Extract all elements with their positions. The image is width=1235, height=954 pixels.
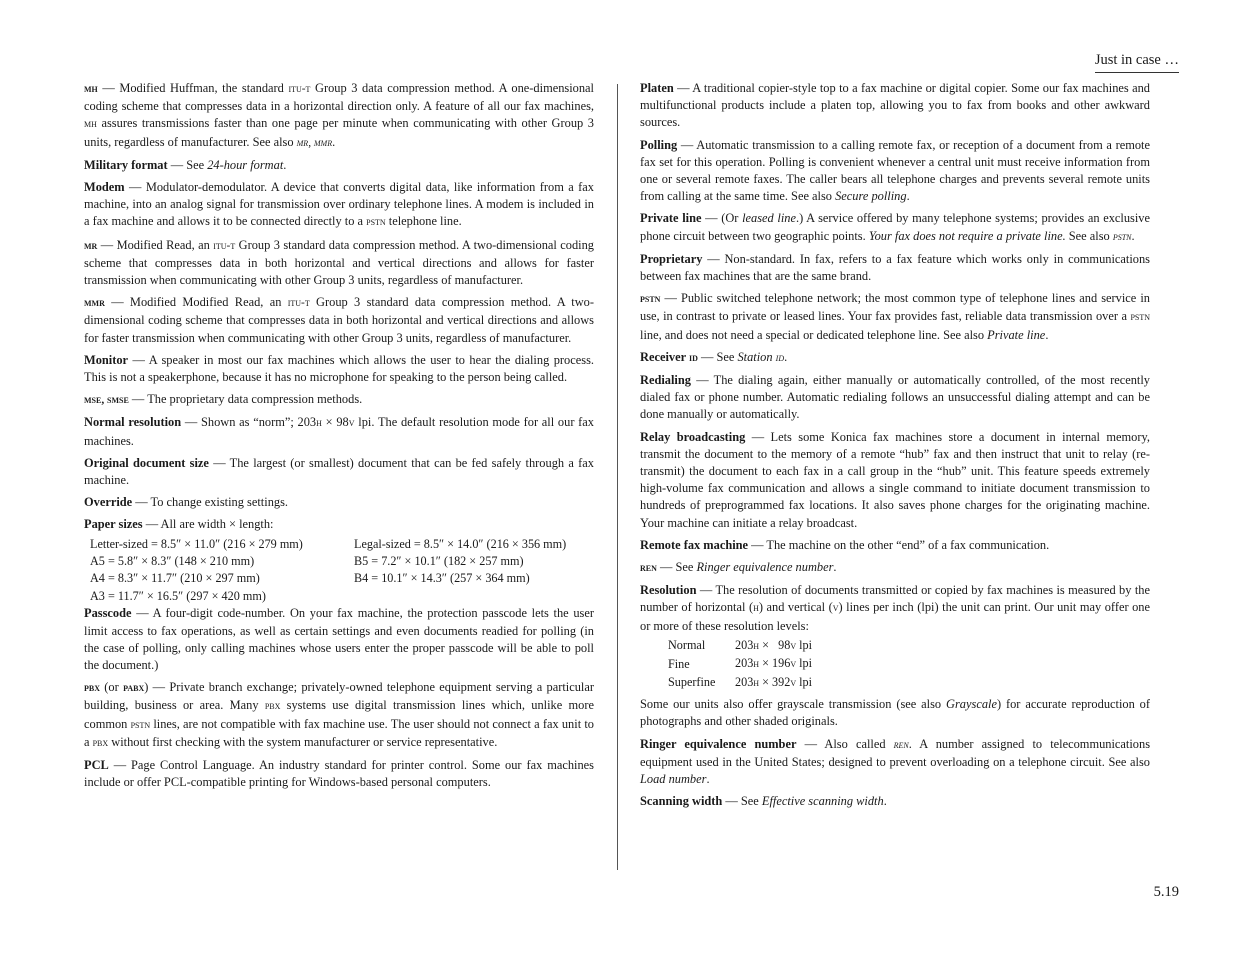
right-column (640, 80, 1150, 815)
cross-reference: Effective scanning width (761, 794, 884, 809)
term: Polling (640, 137, 678, 152)
definition-text: .) A service offered by many telephone systems; provides an exclusive phone circuit between two geographic points. (640, 211, 1150, 243)
glossary-entry-passcode (84, 605, 594, 674)
glossary-entry-pstn (640, 290, 1150, 344)
resolution-value (735, 637, 812, 655)
definition-text: without first checking with the system manufacturer or service representative. (108, 734, 498, 749)
definition-text: — Public switched telephone network; the most common type of telephone lines and service in use, in contrast to private or leased lines. Your fax provides fast, reliable data transmission over a (640, 291, 1150, 324)
term: Normal resolution (84, 415, 182, 430)
abbreviation: v (348, 417, 355, 430)
term: id (688, 351, 698, 364)
term: Ringer equivalence number (640, 736, 797, 751)
definition-text: — Non-standard. In fax, refers to a fax feature which works only in communications between fax machines that are the same brand. (640, 251, 1150, 284)
abbreviation: h (753, 602, 759, 615)
term: pbx (84, 682, 100, 695)
definition-text: telephone line. (385, 214, 462, 229)
paper-size-item: B4 = 10.1″ × 14.3″ (257 × 364 mm) (354, 571, 530, 586)
paper-size-item: A4 = 8.3″ × 11.7″ (210 × 297 mm) (90, 571, 260, 586)
term: Relay broadcasting (640, 429, 746, 444)
term: Passcode (84, 606, 132, 621)
definition-text: — Modified Modified Read, an (104, 295, 288, 310)
abbreviation: pbx (92, 736, 109, 749)
cross-reference: Station (737, 349, 776, 364)
definition-text: — All are width × length: (142, 517, 274, 532)
value-number: 196 (772, 656, 791, 671)
term: Receiver (640, 349, 689, 364)
resolution-name: Fine (668, 656, 690, 671)
definition-text: assures transmissions faster than one page per minute when communicating with other Group 3 units, regardless of manufacturer. See also (84, 116, 594, 149)
glossary-entry-military-format (84, 157, 594, 174)
resolution-note (640, 696, 1150, 730)
glossary-entry-relay-broadcasting (640, 429, 1150, 532)
term: PCL (84, 757, 109, 772)
paper-size-item: Letter-sized = 8.5″ × 11.0″ (216 × 279 mm) (90, 536, 303, 551)
definition-text: ) lines per inch (lpi) the unit can print. Our unit may offer one or more of these resolution levels: (640, 600, 1150, 633)
definition-text: Some our units also offer grayscale transmission (see also (640, 697, 947, 712)
glossary-entry-proprietary (640, 251, 1150, 285)
glossary-entry-mr (84, 237, 594, 290)
definition-text: See also (1065, 228, 1113, 243)
value-number: 392 (772, 674, 791, 689)
definition-text: × 98 (321, 415, 349, 430)
definition-text: . (883, 794, 887, 809)
definition-text: — See (656, 560, 697, 575)
abbreviation: v (832, 602, 839, 615)
definition-text: — Page Control Language. An industry standard for printer control. Some our fax machines include or offer PCL-compatible printing for Windows-based personal computers. (84, 757, 594, 790)
definition-text: . (283, 157, 287, 172)
unit: lpi (796, 656, 813, 671)
definition-text: lines, are not compatible with fax machine use. The user should not connect a fax unit to a (84, 716, 594, 749)
abbreviation: v (790, 639, 797, 652)
abbreviation: h (753, 639, 760, 652)
term: Private line (640, 211, 702, 226)
definition-text: — The proprietary data compression methods. (128, 392, 363, 407)
definition-text: . (1131, 228, 1135, 243)
definition-text: . (706, 771, 710, 786)
cross-reference: id (775, 351, 785, 364)
term: mh (84, 83, 98, 95)
definition-text: . A number assigned to telecommunications equipment used in the United States; designed to prevent overloading on a telephone circuit. See also (640, 736, 1151, 769)
running-header: Just in case … (1095, 52, 1179, 73)
term: mr (84, 239, 98, 252)
abbreviation: h (753, 658, 760, 671)
abbreviation: pstn (366, 216, 386, 229)
definition-text: ) and vertical ( (758, 600, 833, 615)
resolution-name: Superfine (668, 675, 716, 690)
cross-reference: ren (893, 738, 909, 751)
definition-text: — A traditional copier-style top to a fax machine or digital copier. Some our fax machines and multifunctional products include a platen top, allowing you to fax from books and other awkward sources. (640, 81, 1150, 130)
term: pstn (640, 293, 661, 306)
term: ren (640, 562, 657, 575)
abbreviation: itu-t (213, 239, 236, 252)
term: Scanning width (640, 794, 723, 809)
term: Proprietary (640, 251, 703, 266)
definition-text: lpi. The default resolution mode for all our fax machines. (84, 415, 594, 448)
definition-text: Group 3 standard data compression method. A two-dimensional coding scheme that compresses data in both horizontal and vertical directions and allows for faster transmission when communicating with other Group 3 units, regardless of manufacturer. (84, 295, 594, 345)
glossary-entry-ringer-equivalence-number (640, 736, 1150, 789)
cross-reference: Private line (987, 327, 1046, 342)
term: mmr (84, 297, 105, 310)
definition-text: ) for accurate reproduction of photographs and other shaded originals. (640, 697, 1151, 729)
separator: × (759, 637, 779, 652)
cross-reference: leased line (742, 211, 796, 226)
abbreviation: v (790, 676, 797, 689)
resolution-name: Normal (668, 638, 706, 653)
cross-reference: 24-hour format (207, 157, 284, 172)
term: Platen (640, 81, 674, 95)
glossary-entry-receiver-id (640, 349, 1150, 367)
definition-text: . (833, 560, 837, 575)
term: mse, smse (84, 394, 129, 407)
glossary-entry-mse (84, 391, 594, 409)
left-column (84, 80, 594, 796)
term: Military format (84, 157, 168, 172)
emphasis-text: Your fax does not require a private line. (868, 228, 1066, 243)
cross-reference: mr, mmr (296, 136, 333, 149)
unit: lpi (796, 637, 813, 652)
definition-text: — To change existing settings. (132, 495, 289, 510)
glossary-entry-resolution (640, 582, 1150, 635)
definition-text: . (906, 189, 910, 204)
definition-text: — Modified Huffman, the standard (97, 81, 289, 95)
term: pabx (123, 682, 145, 695)
glossary-entry-normal-resolution (84, 414, 594, 449)
abbreviation: pstn (1130, 311, 1150, 324)
glossary-entry-mmr (84, 294, 594, 347)
value-number: 203 (735, 674, 754, 689)
definition-text: Group 3 data compression method. A one-dimensional coding scheme that compresses data in a horizontal direction only. A feature of all our fax machines, (84, 81, 595, 114)
glossary-entry-original-document-size (84, 455, 594, 489)
cross-reference: Load number (640, 771, 707, 786)
value-number: 98 (778, 637, 791, 652)
cross-reference: Grayscale (946, 697, 997, 712)
paper-size-item: B5 = 7.2″ × 10.1″ (182 × 257 mm) (354, 554, 524, 569)
term: Modem (84, 180, 125, 195)
glossary-entry-platen (640, 80, 1150, 132)
definition-text: — Automatic transmission to a calling remote fax, or reception of a document from a remote fax set for this operation. Polling is convenient whenever a central unit must receive information from one or several remote faxes. The caller bears all telephone charges and prevents several remote units from calling at the same time. See also (640, 137, 1150, 204)
resolution-value (735, 674, 812, 692)
definition-text: . (784, 349, 788, 364)
definition-text: systems use digital transmission lines which, unlike more common (84, 698, 594, 731)
definition-text: . (332, 134, 336, 149)
resolution-value (735, 655, 812, 673)
glossary-entry-polling (640, 137, 1150, 206)
abbreviation: pbx (264, 700, 281, 713)
cross-reference: Secure polling (835, 189, 907, 204)
abbreviation: pstn (130, 718, 151, 731)
definition-text: — Modified Read, an (97, 237, 214, 252)
definition-text: . (1045, 327, 1049, 342)
glossary-entry-pcl (84, 757, 594, 791)
glossary-entry-paper-sizes (84, 516, 594, 533)
glossary-entry-monitor (84, 352, 594, 386)
term: Redialing (640, 373, 691, 388)
glossary-entry-remote-fax-machine (640, 537, 1150, 554)
glossary-entry-mh (84, 80, 594, 152)
glossary-entry-ren (640, 559, 1150, 577)
definition-text: — A four-digit code-number. On your fax machine, the protection passcode lets the user limit access to fax operations, as well as certain settings and even documents readied for polling (in the case of polling, only calling machines whose users enter the proper passcode will be able to poll the document.) (84, 606, 594, 672)
definition-text: — Modulator-demodulator. A device that converts digital data, like information from a fax machine, into an analog signal for transmission over ordinary telephone lines. A modem is included in a fax machine and allows it to be connected directly to a (84, 180, 594, 229)
term: Original document size (84, 455, 209, 470)
definition-text: — The dialing again, either manually or automatically controlled, of the most recently dialed fax or phone number. Automatic redialing follows an unsuccessful dialing attempt and can be done manually or automatically. (640, 373, 1150, 422)
definition-text: — See (697, 349, 738, 364)
term: Monitor (84, 352, 129, 367)
glossary-entry-redialing (640, 372, 1150, 424)
cross-reference: pstn (1112, 230, 1132, 243)
definition-text: (or (100, 680, 124, 695)
definition-text: — The resolution of documents transmitted or copied by fax machines is measured by the number of horizontal ( (640, 583, 1150, 615)
separator: × (759, 656, 773, 671)
definition-text: — The machine on the other “end” of a fax communication. (748, 537, 1050, 552)
separator: × (759, 674, 773, 689)
abbreviation: v (790, 658, 797, 671)
paper-sizes-table (90, 536, 594, 606)
table-row (668, 674, 812, 692)
definition-text: — Also called (796, 736, 894, 751)
abbreviation: h (316, 417, 322, 430)
table-row (668, 655, 812, 673)
definition-text: — See (167, 157, 208, 172)
glossary-entry-private-line (640, 210, 1150, 245)
paper-size-item: A5 = 5.8″ × 8.3″ (148 × 210 mm) (90, 554, 255, 569)
glossary-entry-override (84, 494, 594, 511)
glossary-entry-scanning-width (640, 793, 1150, 810)
definition-text: line, and does not need a special or dedicated telephone line. See also (640, 327, 988, 342)
value-number: 203 (735, 656, 754, 671)
definition-text: — The largest (or smallest) document that can be fed safely through a fax machine. (84, 455, 594, 488)
term: Remote fax machine (640, 537, 749, 552)
term: Resolution (640, 583, 697, 598)
unit: lpi (796, 674, 813, 689)
definition-text: — (Or (701, 211, 743, 226)
definition-text: ) — Private branch exchange; privately-owned telephone equipment serving a particular building, business or area. Many (84, 680, 594, 713)
page-number: 5.19 (1153, 884, 1179, 900)
abbreviation: h (753, 676, 760, 689)
definition-text: Group 3 standard data compression method. A two-dimensional coding scheme that compresses data in both horizontal and vertical directions and allows for faster transmission when communicating with other Group 3 units, regardless of manufacturer. (84, 237, 595, 288)
term: Override (84, 495, 133, 510)
abbreviation: itu-t (287, 297, 310, 310)
paper-size-item: Legal-sized = 8.5″ × 14.0″ (216 × 356 mm) (354, 536, 567, 551)
abbreviation: itu-t (288, 83, 311, 95)
cross-reference: Ringer equivalence number (696, 560, 834, 575)
resolution-levels-table (668, 637, 812, 692)
value-number: 203 (735, 637, 754, 652)
glossary-entry-modem (84, 179, 594, 232)
paper-size-item: A3 = 11.7″ × 16.5″ (297 × 420 mm) (90, 588, 266, 603)
definition-text: — Shown as “norm”; 203 (181, 415, 317, 430)
definition-text: — See (722, 794, 762, 809)
definition-text: — Lets some Konica fax machines store a document in internal memory, transmit the document to the memory of a remote “hub” fax and then instruct that unit to relay (re-transmit) the document to each fax in a call group in the “hub” unit. This feature speeds extremely high-volume fax communication and allows a single command to initiate document transmission to hundreds of preprogrammed fax locations. It also saves phone charges for the originating machine. Your machine can initiate a relay broadcast. (640, 429, 1150, 530)
definition-text: — A speaker in most our fax machines which allows the user to hear the dialing process. This is not a speakerphone, because it has no microphone for speaking to the person being called. (84, 352, 594, 385)
term: Paper sizes (84, 517, 143, 532)
abbreviation: mh (84, 118, 97, 131)
table-row (668, 637, 812, 655)
column-divider (617, 84, 618, 870)
glossary-entry-pbx (84, 679, 594, 752)
